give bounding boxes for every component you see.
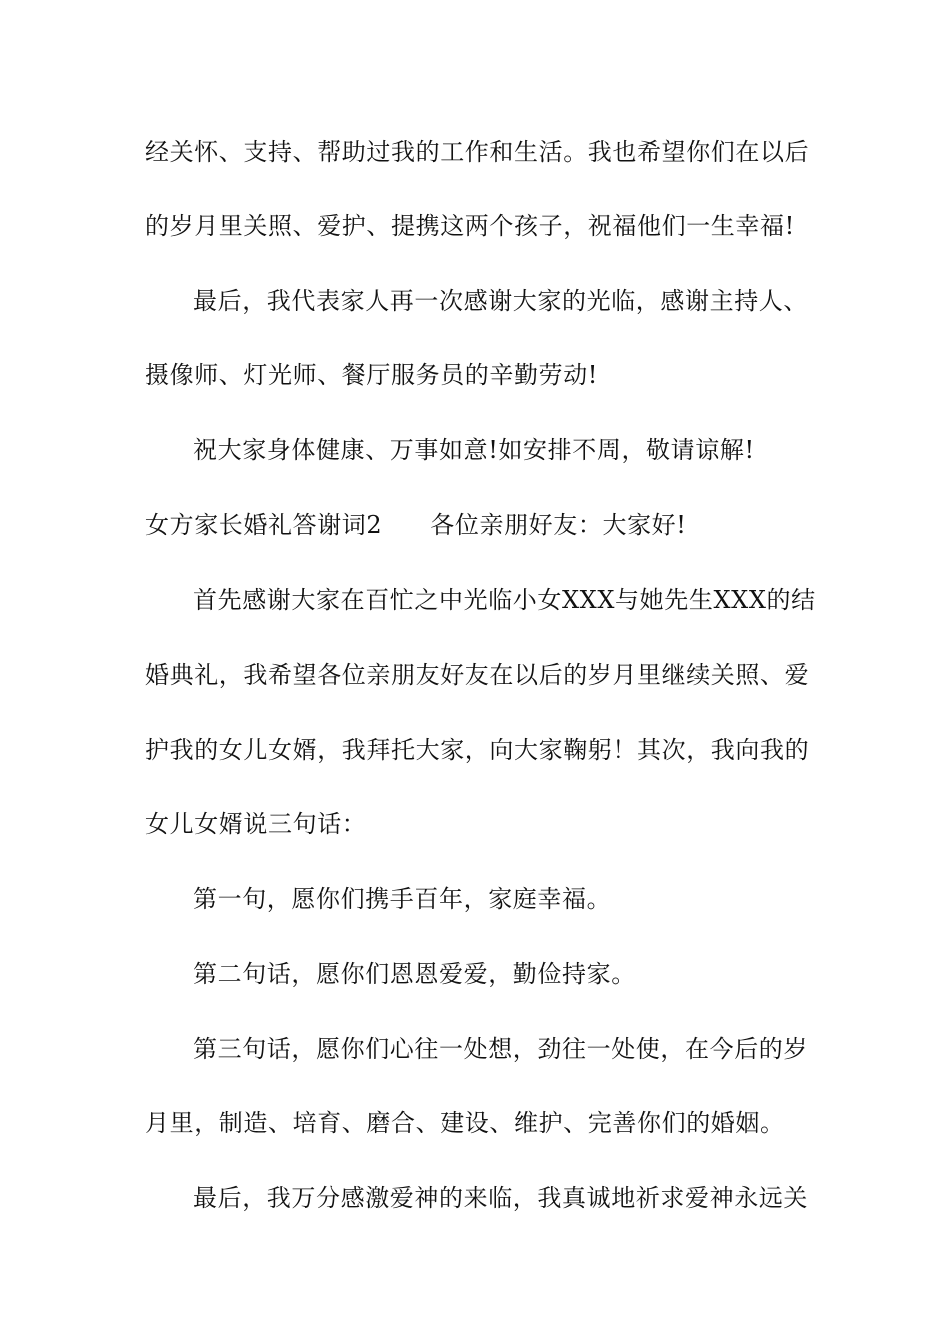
paragraph-line: 祝大家身体健康、万事如意!如安排不周，敬请谅解! [193, 436, 755, 464]
heading-title: 女方家长婚礼答谢词2 [145, 511, 383, 539]
paragraph-line: 第二句话，愿你们恩恩爱爱，勤俭持家。 [193, 960, 636, 988]
paragraph-line: 摄像师、灯光师、餐厅服务员的辛勤劳动! [145, 361, 599, 389]
paragraph-line: 第三句话，愿你们心往一处想，劲往一处使，在今后的岁 [193, 1035, 808, 1063]
heading-greeting: 各位亲朋好友：大家好! [430, 511, 687, 539]
paragraph-line: 女儿女婿说三句话： [145, 810, 367, 838]
paragraph-line: 护我的女儿女婿，我拜托大家，向大家鞠躬！其次，我向我的 [145, 736, 810, 764]
paragraph-line: 婚典礼，我希望各位亲朋友好友在以后的岁月里继续关照、爱 [145, 661, 810, 689]
paragraph-line: 第一句，愿你们携手百年，家庭幸福。 [193, 885, 612, 913]
paragraph-line: 首先感谢大家在百忙之中光临小女XXX与她先生XXX的结 [193, 586, 816, 614]
paragraph-line: 的岁月里关照、爱护、提携这两个孩子，祝福他们一生幸福! [145, 212, 795, 240]
paragraph-line: 经关怀、支持、帮助过我的工作和生活。我也希望你们在以后 [145, 138, 810, 166]
section-heading [145, 509, 815, 541]
paragraph-line: 最后，我代表家人再一次感谢大家的光临，感谢主持人、 [193, 287, 808, 315]
paragraph-line: 月里，制造、培育、磨合、建设、维护、完善你们的婚姻。 [145, 1109, 785, 1137]
paragraph-line: 最后，我万分感激爱神的来临，我真诚地祈求爱神永远关 [193, 1184, 808, 1212]
